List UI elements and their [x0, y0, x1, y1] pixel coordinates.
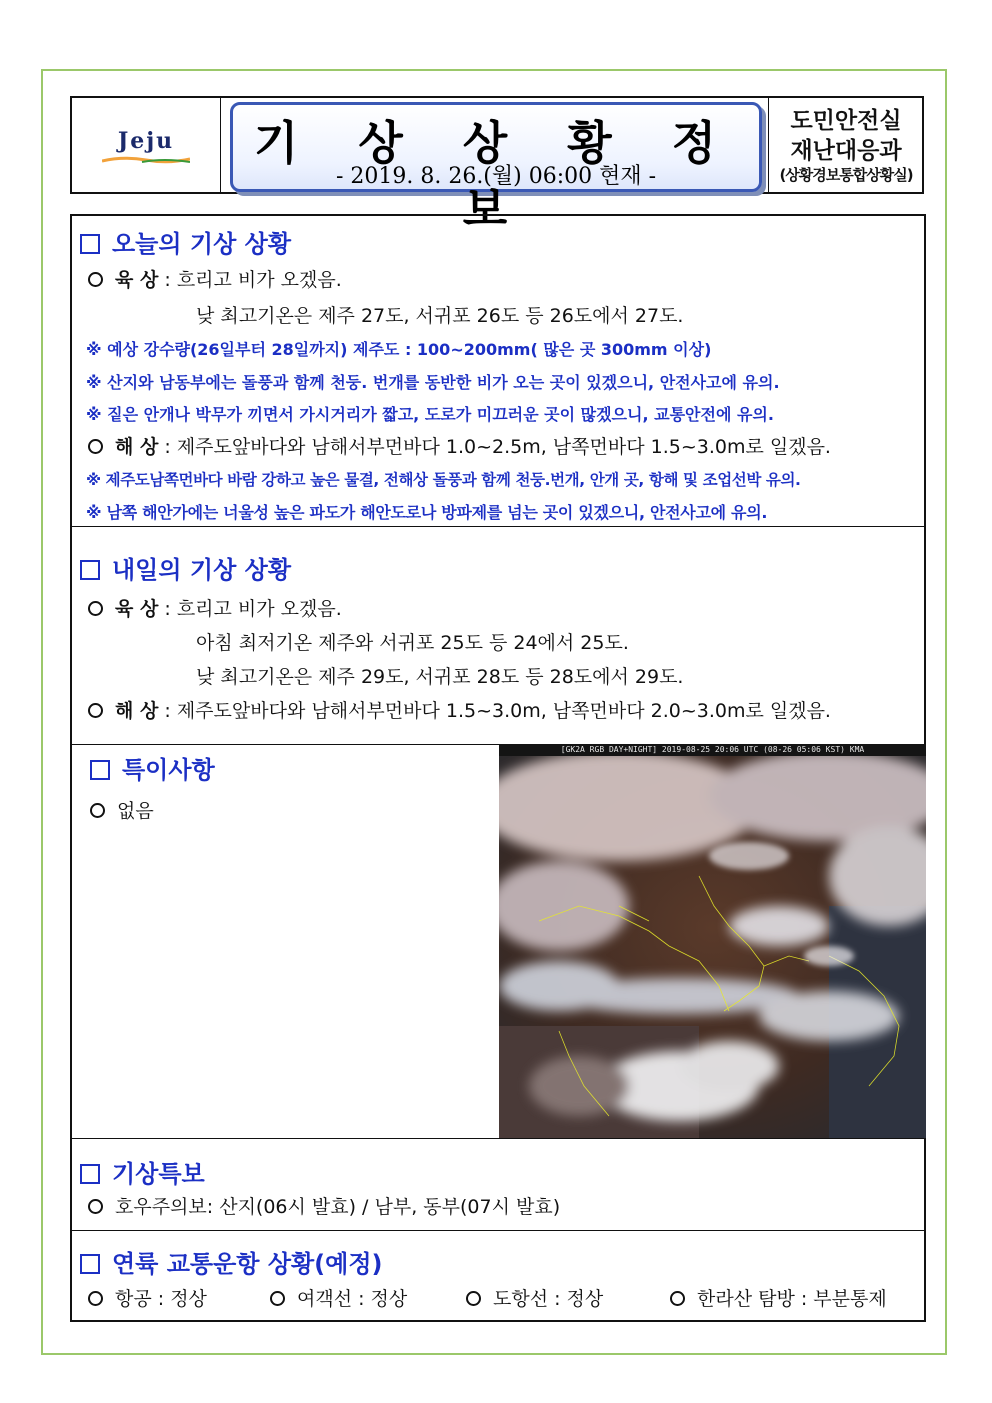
warning-section-title: 기상특보 [80, 1154, 205, 1189]
checkbox-square-icon [90, 760, 110, 780]
today-land-line: 육 상 : 흐리고 비가 오겠음. [88, 265, 342, 292]
divider [72, 1138, 924, 1139]
traffic-island-ship: 도항선 : 정상 [466, 1284, 603, 1311]
circle-bullet-icon [270, 1291, 285, 1306]
dept-division: 재난대응과 [790, 138, 902, 164]
jeju-logo [94, 128, 198, 168]
traffic-air: 항공 : 정상 [88, 1284, 207, 1311]
traffic-section-title: 연륙 교통운항 상황(예정) [80, 1244, 383, 1279]
today-land-temp: 낮 최고기온은 제주 27도, 서귀포 26도 등 26도에서 27도. [196, 305, 684, 327]
department-cell [768, 98, 923, 192]
circle-bullet-icon [88, 272, 103, 287]
page-title: 기 상 상 황 정 보 [253, 116, 739, 236]
special-item: 없음 [90, 796, 154, 823]
today-note-wind: ※ 제주도남쪽먼바다 바람 강하고 높은 물결, 전해상 돌풍과 함께 천둥.번개, 안개 곳, 항해 및 조업선박 유의. [86, 471, 801, 489]
report-datetime: - 2019. 8. 26.(월) 06:00 현재 - [335, 164, 657, 189]
divider [72, 526, 924, 527]
special-section-title: 특이사항 [90, 750, 215, 785]
tomorrow-sea-line: 해 상 : 제주도앞바다와 남해서부먼바다 1.5~3.0m, 남쪽먼바다 2.0~3.0m로 일겠음. [88, 696, 831, 723]
circle-bullet-icon [88, 601, 103, 616]
circle-bullet-icon [88, 439, 103, 454]
traffic-hallasan: 한라산 탐방 : 부분통제 [670, 1284, 887, 1311]
checkbox-square-icon [80, 1254, 100, 1274]
today-note-wave: ※ 남쪽 해안가에는 너울성 높은 파도가 해안도로나 방파제를 넘는 곳이 있겠으니, 안전사고에 유의. [86, 503, 768, 522]
circle-bullet-icon [88, 703, 103, 718]
today-note-fog: ※ 짙은 안개나 박무가 끼면서 가시거리가 짧고, 도로가 미끄러운 곳이 많겠으니, 교통안전에 유의. [86, 405, 774, 424]
checkbox-square-icon [80, 234, 100, 254]
today-note-rain: ※ 예상 강수량(26일부터 28일까지) 제주도 : 100~200mm( 많은 곳 300mm 이상) [86, 340, 712, 359]
logo-wave-icon [102, 156, 190, 164]
warning-item: 호우주의보: 산지(06시 발효) / 남부, 동부(07시 발효) [88, 1192, 560, 1219]
tomorrow-section-title: 내일의 기상 상황 [80, 550, 291, 585]
satellite-map-graphic [499, 756, 926, 1138]
dept-office: 도민안전실 [790, 108, 902, 134]
today-note-thunder: ※ 산지와 남동부에는 돌풍과 함께 천둥. 번개를 동반한 비가 오는 곳이 있겠으니, 안전사고에 유의. [86, 373, 780, 392]
dept-room: (상황경보통합상황실) [779, 166, 913, 184]
logo-text: Jeju [117, 128, 175, 154]
circle-bullet-icon [88, 1291, 103, 1306]
report-header [70, 96, 924, 236]
today-sea-line: 해 상 : 제주도앞바다와 남해서부먼바다 1.0~2.5m, 남쪽먼바다 1.5~3.0m로 일겠음. [88, 432, 831, 459]
circle-bullet-icon [670, 1291, 685, 1306]
divider [72, 1230, 924, 1231]
tomorrow-min-temp: 아침 최저기온 제주와 서귀포 25도 등 24에서 25도. [196, 632, 629, 654]
satellite-image [499, 744, 926, 1138]
logo-cell [72, 98, 221, 192]
circle-bullet-icon [88, 1199, 103, 1214]
report-body [70, 214, 926, 1322]
checkbox-square-icon [80, 560, 100, 580]
circle-bullet-icon [466, 1291, 481, 1306]
today-section-title: 오늘의 기상 상황 [80, 224, 291, 259]
checkbox-square-icon [80, 1164, 100, 1184]
title-box [230, 102, 762, 236]
traffic-ferry: 여객선 : 정상 [270, 1284, 407, 1311]
circle-bullet-icon [90, 803, 105, 818]
tomorrow-land-line: 육 상 : 흐리고 비가 오겠음. [88, 594, 342, 621]
satellite-caption: [GK2A RGB DAY+NIGHT] 2019-08-25 20:06 UTC (08-26 05:06 KST) KMA [499, 744, 926, 756]
tomorrow-max-temp: 낮 최고기온은 제주 29도, 서귀포 28도 등 28도에서 29도. [196, 666, 684, 688]
